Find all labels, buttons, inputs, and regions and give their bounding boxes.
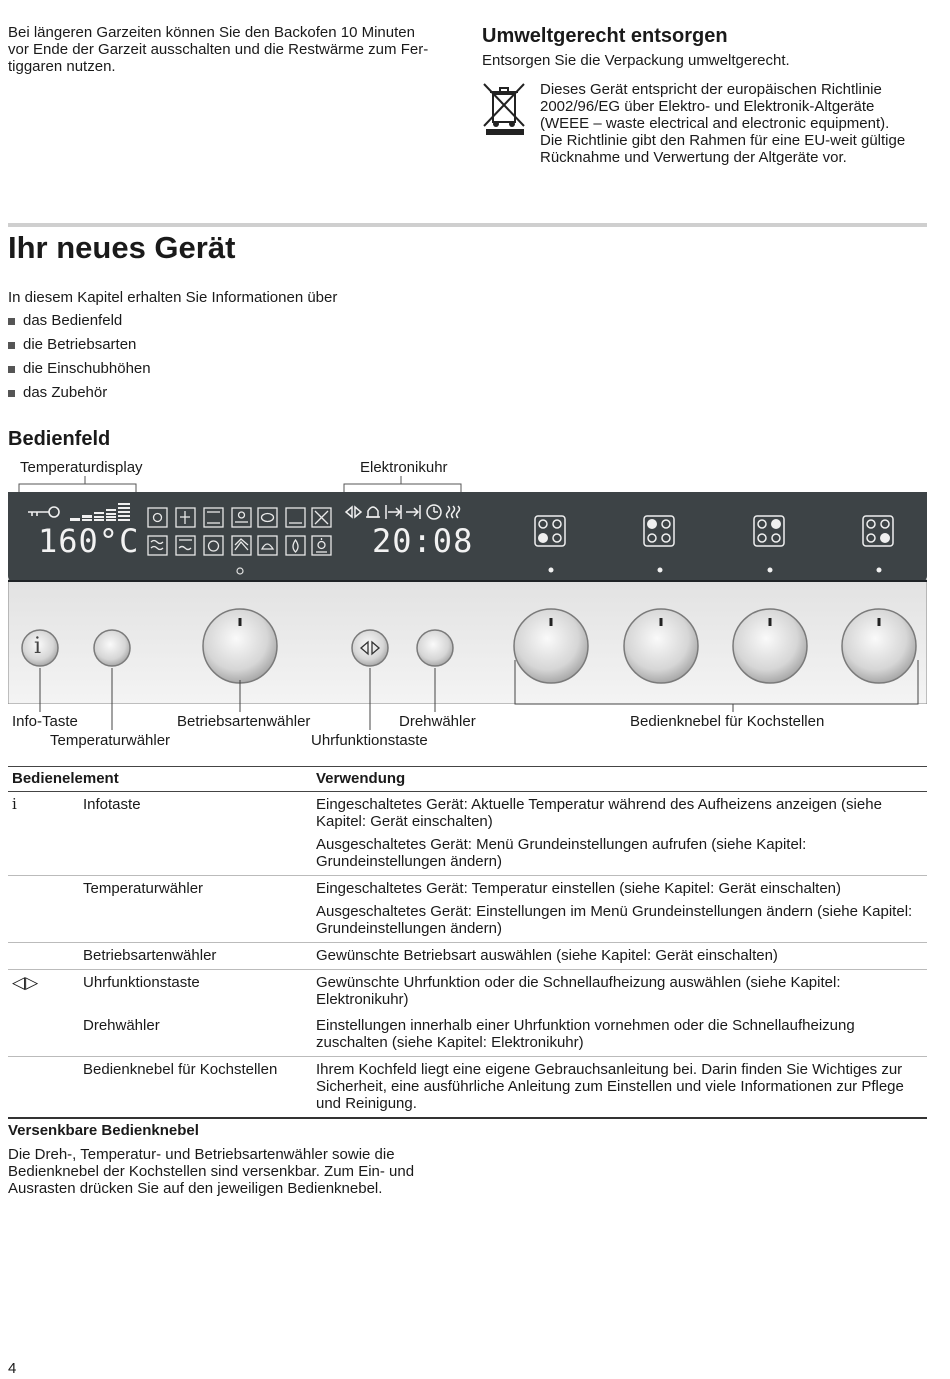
row-symbol: i	[12, 795, 17, 813]
table-row	[8, 970, 927, 1014]
weee-text	[540, 81, 940, 166]
row-symbol	[8, 1013, 79, 1057]
list-item: das Zubehör	[8, 381, 151, 405]
table-row	[8, 943, 927, 970]
row-usage	[312, 1013, 927, 1057]
row-symbol	[8, 876, 79, 943]
usage-text: Eingeschaltetes Gerät: Temperatur einstellen (siehe Kapitel: Gerät einschalten)	[316, 880, 842, 897]
label-clock-function-button: Uhrfunktionstaste	[311, 732, 428, 749]
list-item: die Betriebsarten	[8, 333, 151, 357]
clock-function-icons	[344, 502, 462, 522]
list-item: das Bedienfeld	[8, 309, 151, 333]
chapter-intro: In diesem Kapitel erhalten Sie Informationen über	[8, 289, 338, 306]
table-row	[8, 876, 927, 943]
label-hob-knobs: Bedienknebel für Kochstellen	[630, 713, 825, 730]
intro-line: vor Ende der Garzeit ausschalten und die Restwärme zum Fer-	[8, 41, 429, 58]
retractable-line: Die Dreh-, Temperatur- und Betriebsartenwähler sowie die	[8, 1146, 395, 1163]
weee-line: Dieses Gerät entspricht der europäischen Richtlinie	[540, 81, 882, 98]
label-info-key: Info-Taste	[12, 713, 78, 730]
mode-indicator-dot	[235, 566, 245, 576]
table-row	[8, 1057, 927, 1119]
weee-line: Die Richtlinie gibt den Rahmen für eine EU-weit gültige	[540, 132, 906, 149]
usage-text: Einstellungen innerhalb einer Uhrfunktion vornehmen oder die Schnellaufheizung zuschalten (siehe Kapitel: Elektronikuhr)	[316, 1017, 855, 1051]
table-header-row	[8, 767, 927, 792]
list-item: die Einschubhöhen	[8, 357, 151, 381]
row-symbol	[8, 1057, 79, 1119]
usage-text: Ihrem Kochfeld liegt eine eigene Gebrauchsanleitung bei. Darin finden Sie Wichtiges zur Sicherheit, eine ausführliche Anleitung zum Einstellen und viele Informationen zur Pflege und Reinigung.	[316, 1061, 904, 1112]
row-element-name: Bedienknebel für Kochstellen	[79, 1057, 312, 1119]
operating-mode-icons	[146, 506, 336, 558]
panel-heading: Bedienfeld	[8, 428, 111, 450]
row-element-name: Uhrfunktionstaste	[79, 970, 312, 1014]
hob-zone-indicators	[530, 514, 900, 580]
row-usage	[312, 943, 927, 970]
row-symbol: ◁▷	[8, 970, 79, 1014]
table-row	[8, 792, 927, 876]
retractable-text	[8, 1146, 478, 1197]
key-lock-icon	[26, 500, 66, 524]
row-symbol	[8, 943, 79, 970]
temperature-level-bars-icon	[68, 499, 136, 523]
label-electronic-clock: Elektronikuhr	[360, 459, 448, 476]
environment-subtext: Entsorgen Sie die Verpackung umweltgerecht.	[482, 52, 790, 69]
temperature-display: 160°C	[38, 522, 140, 560]
label-temperature-display: Temperaturdisplay	[20, 459, 143, 476]
usage-text: Ausgeschaltetes Gerät: Menü Grundeinstellungen aufrufen (siehe Kapitel: Grundeinstellungen ändern)	[316, 836, 807, 870]
weee-bin-icon	[482, 82, 528, 136]
weee-line: 2002/96/EG über Elektro- und Elektronik-Altgeräte	[540, 98, 875, 115]
column-header-element: Bedienelement	[8, 767, 312, 792]
table-row	[8, 1013, 927, 1057]
intro-line: Bei längeren Garzeiten können Sie den Backofen 10 Minuten	[8, 24, 415, 41]
chapter-bullet-list	[8, 309, 151, 405]
row-usage	[312, 792, 927, 876]
retractable-heading: Versenkbare Bedienknebel	[8, 1122, 199, 1139]
info-key-symbol: i	[34, 634, 42, 659]
operating-elements-table	[8, 766, 927, 1119]
retractable-line: Ausrasten drücken Sie auf den jeweiligen Bedienknebel.	[8, 1180, 383, 1197]
environment-heading: Umweltgerecht entsorgen	[482, 25, 728, 47]
row-element-name: Infotaste	[83, 796, 141, 813]
label-rotary-selector: Drehwähler	[399, 713, 476, 730]
usage-text: Ausgeschaltetes Gerät: Einstellungen im Menü Grundeinstellungen ändern (siehe Kapitel: Grundeinstellungen ändern)	[316, 903, 913, 937]
intro-text	[8, 24, 468, 75]
usage-text: Gewünschte Betriebsart auswählen (siehe Kapitel: Gerät einschalten)	[316, 947, 778, 964]
label-temperature-selector: Temperaturwähler	[50, 732, 171, 749]
row-element-name: Temperaturwähler	[79, 876, 312, 943]
column-header-usage: Verwendung	[312, 767, 927, 792]
chapter-divider	[8, 223, 927, 227]
intro-line: tiggaren nutzen.	[8, 58, 116, 75]
label-mode-selector: Betriebsartenwähler	[177, 713, 311, 730]
row-element-name: Drehwähler	[83, 1017, 160, 1034]
retractable-line: Bedienknebel der Kochstellen sind versenkbar. Zum Ein- und	[8, 1163, 415, 1180]
weee-line: (WEEE – waste electrical and electronic equipment).	[540, 115, 890, 132]
usage-text: Gewünschte Uhrfunktion oder die Schnellaufheizung auswählen (siehe Kapitel: Elektronikuhr)	[316, 974, 841, 1008]
usage-text: Eingeschaltetes Gerät: Aktuelle Temperatur während des Aufheizens anzeigen (siehe Kapitel: Gerät einschalten)	[316, 796, 882, 830]
row-usage	[312, 970, 927, 1014]
row-usage	[312, 876, 927, 943]
row-usage	[312, 1057, 927, 1119]
chapter-title: Ihr neues Gerät	[8, 230, 236, 265]
page-number: 4	[8, 1360, 17, 1377]
clock-display: 20:08	[372, 522, 474, 560]
weee-line: Rücknahme und Verwertung der Altgeräte vor.	[540, 149, 847, 166]
row-element-name: Betriebsartenwähler	[79, 943, 312, 970]
